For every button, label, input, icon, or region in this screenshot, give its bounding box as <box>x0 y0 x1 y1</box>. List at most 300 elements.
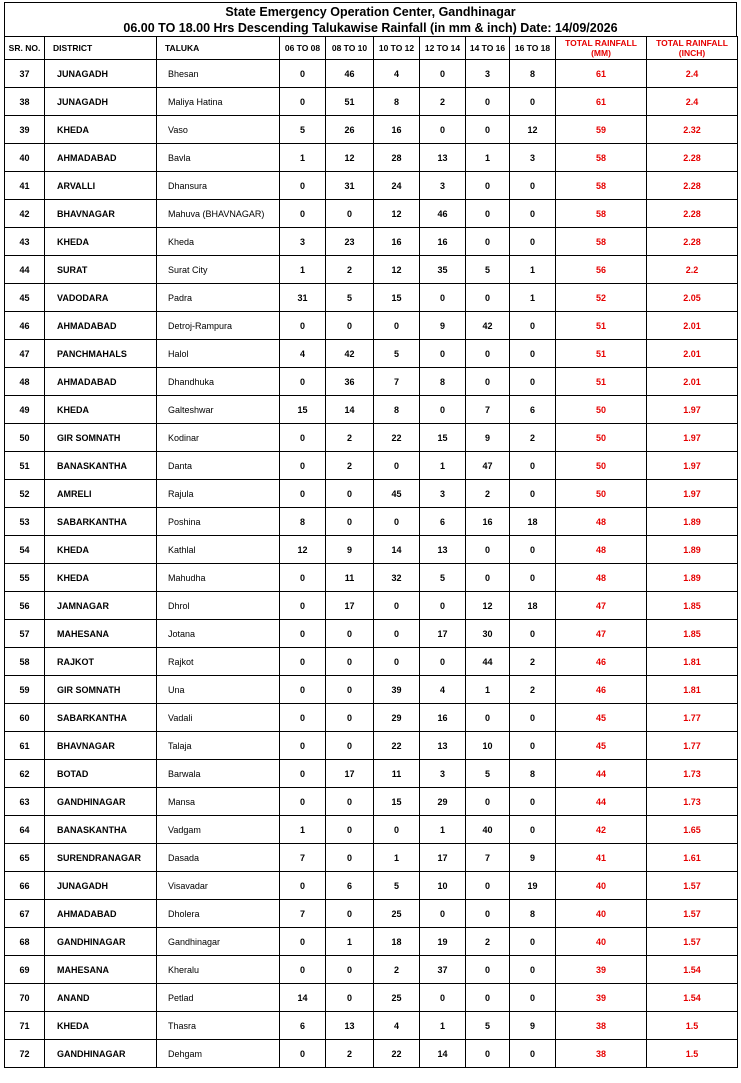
cell-district: VADODARA <box>45 284 157 312</box>
col-sr-no: SR. NO. <box>5 37 45 60</box>
cell-taluka: Halol <box>157 340 280 368</box>
col-taluka: TALUKA <box>157 37 280 60</box>
cell-12-to-14: 19 <box>420 928 466 956</box>
cell-16-to-18: 6 <box>510 396 556 424</box>
cell-total-inch: 1.81 <box>647 648 738 676</box>
col-06-to-08: 06 TO 08 <box>280 37 326 60</box>
cell-16-to-18: 0 <box>510 88 556 116</box>
cell-sr-no: 66 <box>5 872 45 900</box>
cell-total-mm: 58 <box>556 200 647 228</box>
cell-12-to-14: 17 <box>420 844 466 872</box>
cell-14-to-16: 40 <box>466 816 510 844</box>
rainfall-table <box>4 36 738 1068</box>
cell-16-to-18: 0 <box>510 1040 556 1068</box>
cell-06-to-08: 5 <box>280 116 326 144</box>
cell-16-to-18: 2 <box>510 676 556 704</box>
cell-14-to-16: 3 <box>466 60 510 88</box>
cell-14-to-16: 44 <box>466 648 510 676</box>
cell-08-to-10: 17 <box>326 760 374 788</box>
cell-16-to-18: 0 <box>510 536 556 564</box>
table-row <box>5 844 738 872</box>
cell-total-mm: 50 <box>556 396 647 424</box>
cell-14-to-16: 0 <box>466 900 510 928</box>
cell-taluka: Dehgam <box>157 1040 280 1068</box>
cell-sr-no: 67 <box>5 900 45 928</box>
cell-sr-no: 69 <box>5 956 45 984</box>
cell-district: GIR SOMNATH <box>45 676 157 704</box>
report-header <box>4 2 737 36</box>
cell-12-to-14: 0 <box>420 116 466 144</box>
cell-12-to-14: 13 <box>420 732 466 760</box>
cell-sr-no: 47 <box>5 340 45 368</box>
cell-total-inch: 2.28 <box>647 200 738 228</box>
cell-sr-no: 39 <box>5 116 45 144</box>
cell-total-inch: 1.97 <box>647 396 738 424</box>
cell-06-to-08: 0 <box>280 312 326 340</box>
cell-14-to-16: 5 <box>466 1012 510 1040</box>
table-row <box>5 788 738 816</box>
cell-08-to-10: 46 <box>326 60 374 88</box>
cell-10-to-12: 15 <box>374 284 420 312</box>
cell-district: KHEDA <box>45 396 157 424</box>
cell-16-to-18: 18 <box>510 508 556 536</box>
cell-14-to-16: 0 <box>466 956 510 984</box>
table-row <box>5 984 738 1012</box>
cell-06-to-08: 14 <box>280 984 326 1012</box>
cell-district: SURAT <box>45 256 157 284</box>
cell-total-inch: 1.81 <box>647 676 738 704</box>
cell-total-inch: 1.97 <box>647 452 738 480</box>
cell-total-mm: 48 <box>556 536 647 564</box>
cell-08-to-10: 31 <box>326 172 374 200</box>
cell-08-to-10: 0 <box>326 200 374 228</box>
table-row <box>5 592 738 620</box>
cell-taluka: Bavla <box>157 144 280 172</box>
cell-district: SURENDRANAGAR <box>45 844 157 872</box>
cell-total-mm: 38 <box>556 1040 647 1068</box>
cell-total-mm: 52 <box>556 284 647 312</box>
cell-10-to-12: 8 <box>374 88 420 116</box>
cell-14-to-16: 5 <box>466 760 510 788</box>
cell-total-mm: 47 <box>556 620 647 648</box>
cell-taluka: Galteshwar <box>157 396 280 424</box>
col-district: DISTRICT <box>45 37 157 60</box>
cell-10-to-12: 5 <box>374 340 420 368</box>
cell-12-to-14: 8 <box>420 368 466 396</box>
cell-taluka: Mansa <box>157 788 280 816</box>
cell-sr-no: 68 <box>5 928 45 956</box>
cell-10-to-12: 18 <box>374 928 420 956</box>
cell-08-to-10: 17 <box>326 592 374 620</box>
cell-district: PANCHMAHALS <box>45 340 157 368</box>
cell-06-to-08: 0 <box>280 592 326 620</box>
cell-total-mm: 51 <box>556 340 647 368</box>
cell-total-inch: 2.2 <box>647 256 738 284</box>
cell-16-to-18: 0 <box>510 564 556 592</box>
cell-12-to-14: 0 <box>420 396 466 424</box>
cell-12-to-14: 3 <box>420 760 466 788</box>
cell-14-to-16: 2 <box>466 480 510 508</box>
cell-sr-no: 62 <box>5 760 45 788</box>
cell-12-to-14: 15 <box>420 424 466 452</box>
cell-district: AHMADABAD <box>45 144 157 172</box>
cell-14-to-16: 7 <box>466 396 510 424</box>
cell-06-to-08: 0 <box>280 676 326 704</box>
cell-10-to-12: 12 <box>374 256 420 284</box>
cell-12-to-14: 1 <box>420 452 466 480</box>
cell-16-to-18: 0 <box>510 480 556 508</box>
cell-district: MAHESANA <box>45 956 157 984</box>
cell-06-to-08: 0 <box>280 788 326 816</box>
cell-08-to-10: 51 <box>326 88 374 116</box>
cell-total-mm: 45 <box>556 704 647 732</box>
col-total-inch: TOTAL RAINFALL (INCH) <box>647 37 738 60</box>
table-row <box>5 368 738 396</box>
cell-total-mm: 58 <box>556 172 647 200</box>
cell-district: JUNAGADH <box>45 60 157 88</box>
cell-sr-no: 63 <box>5 788 45 816</box>
cell-10-to-12: 39 <box>374 676 420 704</box>
cell-12-to-14: 10 <box>420 872 466 900</box>
cell-14-to-16: 7 <box>466 844 510 872</box>
cell-sr-no: 71 <box>5 1012 45 1040</box>
cell-12-to-14: 17 <box>420 620 466 648</box>
cell-14-to-16: 0 <box>466 340 510 368</box>
cell-sr-no: 59 <box>5 676 45 704</box>
cell-taluka: Bhesan <box>157 60 280 88</box>
cell-district: AMRELI <box>45 480 157 508</box>
cell-16-to-18: 8 <box>510 760 556 788</box>
cell-06-to-08: 7 <box>280 900 326 928</box>
cell-total-inch: 2.4 <box>647 60 738 88</box>
cell-16-to-18: 1 <box>510 284 556 312</box>
cell-sr-no: 44 <box>5 256 45 284</box>
cell-08-to-10: 13 <box>326 1012 374 1040</box>
cell-total-inch: 1.54 <box>647 984 738 1012</box>
cell-district: SABARKANTHA <box>45 704 157 732</box>
cell-14-to-16: 42 <box>466 312 510 340</box>
cell-total-inch: 2.05 <box>647 284 738 312</box>
cell-total-inch: 1.73 <box>647 788 738 816</box>
cell-district: KHEDA <box>45 536 157 564</box>
cell-sr-no: 40 <box>5 144 45 172</box>
cell-06-to-08: 1 <box>280 256 326 284</box>
cell-sr-no: 55 <box>5 564 45 592</box>
cell-16-to-18: 0 <box>510 620 556 648</box>
table-row <box>5 396 738 424</box>
cell-14-to-16: 0 <box>466 788 510 816</box>
cell-12-to-14: 13 <box>420 536 466 564</box>
cell-sr-no: 48 <box>5 368 45 396</box>
cell-12-to-14: 0 <box>420 648 466 676</box>
cell-06-to-08: 0 <box>280 704 326 732</box>
cell-taluka: Dhandhuka <box>157 368 280 396</box>
cell-sr-no: 60 <box>5 704 45 732</box>
cell-district: ANAND <box>45 984 157 1012</box>
table-row <box>5 228 738 256</box>
cell-district: GIR SOMNATH <box>45 424 157 452</box>
cell-total-mm: 44 <box>556 788 647 816</box>
cell-district: KHEDA <box>45 1012 157 1040</box>
cell-total-mm: 50 <box>556 480 647 508</box>
cell-taluka: Surat City <box>157 256 280 284</box>
cell-14-to-16: 30 <box>466 620 510 648</box>
table-row <box>5 508 738 536</box>
table-header-row <box>5 37 738 60</box>
cell-sr-no: 58 <box>5 648 45 676</box>
table-row <box>5 480 738 508</box>
cell-14-to-16: 0 <box>466 284 510 312</box>
table-row <box>5 1040 738 1068</box>
cell-district: BOTAD <box>45 760 157 788</box>
cell-sr-no: 45 <box>5 284 45 312</box>
cell-taluka: Dasada <box>157 844 280 872</box>
cell-10-to-12: 32 <box>374 564 420 592</box>
cell-08-to-10: 9 <box>326 536 374 564</box>
cell-12-to-14: 3 <box>420 480 466 508</box>
cell-taluka: Dholera <box>157 900 280 928</box>
cell-taluka: Mahuva (BHAVNAGAR) <box>157 200 280 228</box>
report-title: State Emergency Operation Center, Gandhinagar <box>225 5 516 19</box>
cell-16-to-18: 9 <box>510 844 556 872</box>
cell-district: JUNAGADH <box>45 88 157 116</box>
cell-06-to-08: 0 <box>280 872 326 900</box>
cell-06-to-08: 1 <box>280 144 326 172</box>
cell-10-to-12: 4 <box>374 60 420 88</box>
cell-total-mm: 45 <box>556 732 647 760</box>
cell-10-to-12: 7 <box>374 368 420 396</box>
cell-total-inch: 1.89 <box>647 508 738 536</box>
table-row <box>5 620 738 648</box>
cell-16-to-18: 12 <box>510 116 556 144</box>
cell-taluka: Talaja <box>157 732 280 760</box>
cell-16-to-18: 0 <box>510 368 556 396</box>
cell-12-to-14: 46 <box>420 200 466 228</box>
cell-16-to-18: 0 <box>510 928 556 956</box>
cell-12-to-14: 3 <box>420 172 466 200</box>
cell-total-inch: 2.28 <box>647 228 738 256</box>
cell-10-to-12: 25 <box>374 900 420 928</box>
cell-taluka: Mahudha <box>157 564 280 592</box>
cell-total-mm: 44 <box>556 760 647 788</box>
cell-total-mm: 59 <box>556 116 647 144</box>
cell-06-to-08: 0 <box>280 368 326 396</box>
cell-16-to-18: 3 <box>510 144 556 172</box>
cell-06-to-08: 15 <box>280 396 326 424</box>
cell-total-mm: 50 <box>556 452 647 480</box>
table-body <box>5 60 738 1068</box>
cell-16-to-18: 0 <box>510 956 556 984</box>
col-12-to-14: 12 TO 14 <box>420 37 466 60</box>
cell-district: GANDHINAGAR <box>45 1040 157 1068</box>
table-row <box>5 1012 738 1040</box>
cell-12-to-14: 0 <box>420 592 466 620</box>
cell-12-to-14: 0 <box>420 284 466 312</box>
table-row <box>5 928 738 956</box>
cell-14-to-16: 0 <box>466 228 510 256</box>
cell-06-to-08: 6 <box>280 1012 326 1040</box>
cell-12-to-14: 0 <box>420 900 466 928</box>
cell-14-to-16: 0 <box>466 172 510 200</box>
cell-taluka: Una <box>157 676 280 704</box>
cell-10-to-12: 29 <box>374 704 420 732</box>
cell-sr-no: 70 <box>5 984 45 1012</box>
cell-total-inch: 1.85 <box>647 620 738 648</box>
cell-total-inch: 2.01 <box>647 340 738 368</box>
cell-total-mm: 40 <box>556 872 647 900</box>
table-row <box>5 116 738 144</box>
cell-taluka: Jotana <box>157 620 280 648</box>
cell-10-to-12: 22 <box>374 732 420 760</box>
cell-district: BANASKANTHA <box>45 816 157 844</box>
cell-12-to-14: 0 <box>420 340 466 368</box>
cell-08-to-10: 0 <box>326 648 374 676</box>
col-08-to-10: 08 TO 10 <box>326 37 374 60</box>
cell-14-to-16: 0 <box>466 564 510 592</box>
cell-total-mm: 61 <box>556 60 647 88</box>
col-total-mm: TOTAL RAINFALL (MM) <box>556 37 647 60</box>
cell-14-to-16: 0 <box>466 536 510 564</box>
cell-district: JUNAGADH <box>45 872 157 900</box>
cell-14-to-16: 1 <box>466 144 510 172</box>
table-row <box>5 536 738 564</box>
cell-14-to-16: 0 <box>466 704 510 732</box>
table-row <box>5 88 738 116</box>
cell-14-to-16: 2 <box>466 928 510 956</box>
cell-sr-no: 51 <box>5 452 45 480</box>
cell-total-mm: 58 <box>556 228 647 256</box>
cell-taluka: Petlad <box>157 984 280 1012</box>
cell-total-mm: 38 <box>556 1012 647 1040</box>
cell-08-to-10: 0 <box>326 480 374 508</box>
cell-14-to-16: 1 <box>466 676 510 704</box>
col-10-to-12: 10 TO 12 <box>374 37 420 60</box>
cell-08-to-10: 0 <box>326 816 374 844</box>
cell-06-to-08: 12 <box>280 536 326 564</box>
table-row <box>5 60 738 88</box>
cell-sr-no: 61 <box>5 732 45 760</box>
table-row <box>5 172 738 200</box>
cell-08-to-10: 0 <box>326 676 374 704</box>
cell-district: RAJKOT <box>45 648 157 676</box>
cell-sr-no: 52 <box>5 480 45 508</box>
cell-14-to-16: 5 <box>466 256 510 284</box>
cell-06-to-08: 31 <box>280 284 326 312</box>
cell-district: JAMNAGAR <box>45 592 157 620</box>
cell-taluka: Vaso <box>157 116 280 144</box>
cell-14-to-16: 0 <box>466 1040 510 1068</box>
cell-10-to-12: 0 <box>374 620 420 648</box>
cell-total-inch: 1.57 <box>647 928 738 956</box>
cell-14-to-16: 9 <box>466 424 510 452</box>
report-subtitle: 06.00 TO 18.00 Hrs Descending Talukawise Rainfall (in mm & inch) Date: 14/09/2026 <box>123 21 618 35</box>
cell-total-inch: 2.28 <box>647 144 738 172</box>
cell-14-to-16: 0 <box>466 984 510 1012</box>
cell-taluka: Visavadar <box>157 872 280 900</box>
cell-12-to-14: 14 <box>420 1040 466 1068</box>
cell-total-mm: 46 <box>556 648 647 676</box>
table-row <box>5 900 738 928</box>
cell-12-to-14: 1 <box>420 1012 466 1040</box>
cell-08-to-10: 0 <box>326 956 374 984</box>
cell-sr-no: 49 <box>5 396 45 424</box>
cell-10-to-12: 16 <box>374 116 420 144</box>
cell-taluka: Dhansura <box>157 172 280 200</box>
cell-taluka: Vadali <box>157 704 280 732</box>
cell-06-to-08: 0 <box>280 1040 326 1068</box>
cell-16-to-18: 2 <box>510 424 556 452</box>
cell-08-to-10: 0 <box>326 312 374 340</box>
cell-total-mm: 48 <box>556 564 647 592</box>
cell-district: MAHESANA <box>45 620 157 648</box>
cell-10-to-12: 24 <box>374 172 420 200</box>
cell-total-inch: 1.54 <box>647 956 738 984</box>
cell-06-to-08: 0 <box>280 956 326 984</box>
table-row <box>5 144 738 172</box>
cell-sr-no: 43 <box>5 228 45 256</box>
table-row <box>5 816 738 844</box>
cell-sr-no: 37 <box>5 60 45 88</box>
table-row <box>5 284 738 312</box>
cell-sr-no: 38 <box>5 88 45 116</box>
cell-10-to-12: 28 <box>374 144 420 172</box>
cell-06-to-08: 0 <box>280 732 326 760</box>
cell-total-inch: 2.28 <box>647 172 738 200</box>
cell-district: AHMADABAD <box>45 900 157 928</box>
cell-total-inch: 2.4 <box>647 88 738 116</box>
cell-16-to-18: 0 <box>510 452 556 480</box>
cell-total-inch: 1.65 <box>647 816 738 844</box>
cell-12-to-14: 5 <box>420 564 466 592</box>
cell-district: KHEDA <box>45 228 157 256</box>
cell-12-to-14: 6 <box>420 508 466 536</box>
cell-14-to-16: 47 <box>466 452 510 480</box>
cell-district: BHAVNAGAR <box>45 732 157 760</box>
cell-16-to-18: 0 <box>510 312 556 340</box>
cell-taluka: Dhrol <box>157 592 280 620</box>
cell-08-to-10: 0 <box>326 788 374 816</box>
cell-12-to-14: 4 <box>420 676 466 704</box>
cell-14-to-16: 0 <box>466 872 510 900</box>
cell-sr-no: 46 <box>5 312 45 340</box>
table-row <box>5 760 738 788</box>
table-row <box>5 956 738 984</box>
cell-10-to-12: 15 <box>374 788 420 816</box>
cell-08-to-10: 6 <box>326 872 374 900</box>
cell-10-to-12: 12 <box>374 200 420 228</box>
cell-08-to-10: 12 <box>326 144 374 172</box>
cell-total-inch: 2.32 <box>647 116 738 144</box>
cell-district: ARVALLI <box>45 172 157 200</box>
col-14-to-16: 14 TO 16 <box>466 37 510 60</box>
cell-14-to-16: 0 <box>466 88 510 116</box>
cell-10-to-12: 22 <box>374 424 420 452</box>
cell-08-to-10: 0 <box>326 984 374 1012</box>
cell-16-to-18: 0 <box>510 788 556 816</box>
cell-16-to-18: 0 <box>510 816 556 844</box>
cell-08-to-10: 0 <box>326 844 374 872</box>
cell-06-to-08: 0 <box>280 452 326 480</box>
cell-total-inch: 1.89 <box>647 564 738 592</box>
cell-district: KHEDA <box>45 116 157 144</box>
cell-14-to-16: 16 <box>466 508 510 536</box>
cell-14-to-16: 0 <box>466 200 510 228</box>
cell-10-to-12: 8 <box>374 396 420 424</box>
cell-12-to-14: 13 <box>420 144 466 172</box>
cell-08-to-10: 42 <box>326 340 374 368</box>
cell-total-mm: 47 <box>556 592 647 620</box>
cell-district: AHMADABAD <box>45 368 157 396</box>
